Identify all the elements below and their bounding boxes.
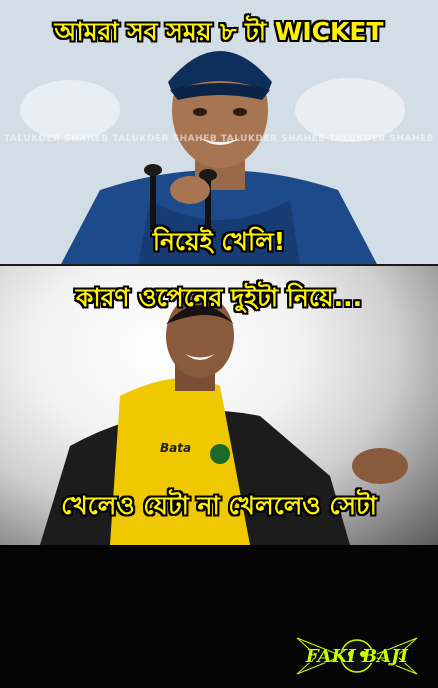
hand xyxy=(352,448,408,484)
mid-caption: নিয়েই খেলি! xyxy=(152,227,286,256)
backdrop-logo-right xyxy=(295,78,405,142)
team-badge xyxy=(210,444,230,464)
microphone xyxy=(150,170,156,230)
top-caption: আমরা সব সময় ৮ টা WICKET xyxy=(54,17,384,46)
bottom-caption: খেলেও যেটা না খেললেও সেটা xyxy=(61,491,377,520)
jersey-sponsor: Bata xyxy=(160,441,192,455)
logo-text: FAKI BAJI xyxy=(305,646,409,667)
faki-baji-logo xyxy=(292,628,422,684)
top-panel xyxy=(0,0,438,266)
watermark: TALUKDER SHAHEB TALUKDER SHAHEB TALUKDER SHAHEB TALUKDER SHAHEB xyxy=(3,134,435,144)
bottom-intro-caption: কারণ ওপেনের দুইটা নিয়ে... xyxy=(75,283,363,312)
backdrop-logo-left xyxy=(20,80,120,140)
hands xyxy=(170,176,210,204)
